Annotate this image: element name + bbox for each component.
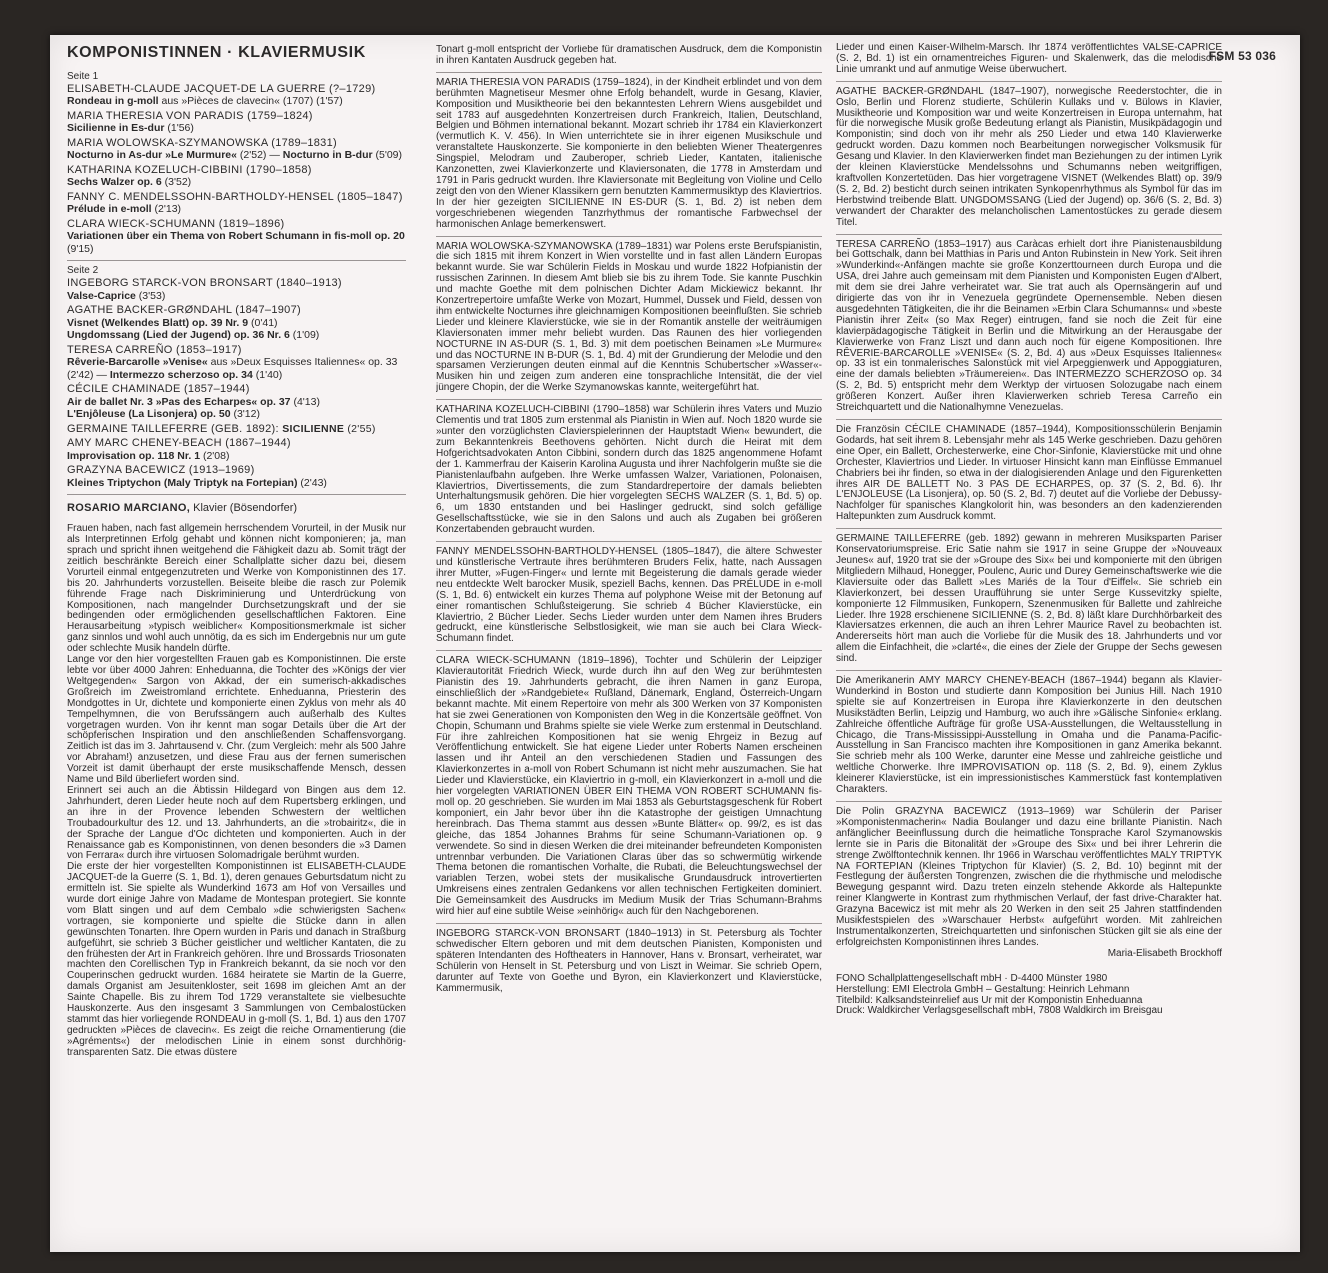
paragraph-divider xyxy=(836,81,1222,82)
soloist-credit xyxy=(67,503,406,514)
column-tracklist xyxy=(67,44,406,1214)
liner-notes-text xyxy=(436,45,822,994)
composer-dates: (1840–1913) xyxy=(272,277,342,290)
work-note: (4'13) xyxy=(290,395,320,408)
track-entry xyxy=(67,423,406,436)
composer-dates: (1847–1907) xyxy=(231,304,301,317)
paragraph: INGEBORG STARCK-VON BRONSART (1840–1913) in St. Petersburg als Tochter schwedischer Eltern geboren und mit dem deutschen Pianisten, Komponisten und späteren Intendanten des Hoftheaters in Hannover, Hans v. Bronsart, verheiratet, war Schülerin von Henselt in St. Petersburg und von Liszt in Weimar. Sie schrieb Opern, darunter auf Texte von Goethe und Byron, ein Klavierkonzert und Klavierstücke, Kammermusik, xyxy=(436,927,822,994)
soloist-name: ROSARIO MARCIANO, xyxy=(67,502,191,515)
paragraph: CLARA WIECK-SCHUMANN (1819–1896), Tochter und Schülerin der Leipziger Klavierautorität Friedrich Wieck, wurde durch ihn auf den Weg zur berühmtesten Pianistin des 19. Jahrhunderts gebracht, die ihren Namen in ganz Europa, einschließlich der »Randgebiete« Rußland, Dänemark, England, Österreich-Ungarn bekannt machte. Mit einem Repertoire von mehr als 300 Werken von 37 Komponisten hat sie zwei Generationen von Komponisten den Weg in die Konzertsäle geöffnet. Von Chopin, Schumann und Brahms spielte sie viele Werke zum erstenmal in Deutschland. Für ihre zahlreichen Kompositionen hat sie wenig Ehrgeiz in Bezug auf Veröffentlichung entwickelt. Sie hat eigene Lieder unter Roberts Namen erscheinen lassen und ihr Anteil an den verschiedenen Stadien und Fassungen des Klavierkonzertes in a-moll von Robert Schumann ist nicht mehr auszumachen. Sie hat Lieder und Klavierstücke, ein Klaviertrio in g-moll, ein Klavierkonzert in a-moll und die hier vorgelegten VARIATIONEN ÜBER EIN THEMA VON ROBERT SCHUMANN fis-moll op. 20 geschrieben. Sie wurden im Mai 1853 als Geburtstagsgeschenk für Robert komponiert, ein Jahr bevor über ihn die Katastrophe der geistigen Umnachtung hereinbrach. Das Thema stammt aus dessen »Bunte Blätter« op. 99/2, es ist das gleiche, das 1854 Johannes Brahms für seine Schumann-Variationen op. 9 verwendete. So sind in diesen Werken die drei miteinander befreundeten Komponisten untrennbar verbunden. Die Variationen Claras über das so schwermütig wirkende Thema betonen die romantischen Vorhalte, die Rubati, die Beleuchtungswechsel der variablen Terzen, wobei stets der musikalische Grundausdruck introvertierten Umkreisens eines zentralen Gedankens vor allen technischen Fertigkeiten dominiert. Die Gemeinsamkeit des Ausdrucks im Medium Musik der Trias Schumann-Brahms wird hier auf eine subtile Weise »einhörig« auch für den Nachgeborenen. xyxy=(436,655,822,918)
work-title: Sicilienne in Es-dur xyxy=(67,122,165,135)
composer-dates: (GEB. 1892): xyxy=(207,422,283,435)
paragraph: Die Französin CÉCILE CHAMINADE (1857–1944), Kompositionsschülerin Benjamin Godards, hat seit ihrem 8. Lebensjahr mehr als 145 Werke geschrieben. Dazu gehören eine Oper, ein Ballett, Orchesterwerke, eine Chor-Sinfonie, Klavierstücke mit und ohne Orchester, Klaviertrios und Lieder. In virtuoser Hinsicht kann man Einflüsse Emmanuel Chabriers bei ihr finden, so etwa in der dialogisierenden Anlage und den Figurenketten ihres AIR DE BALLETT No. 3 PAS DE ECHARPES, op. 37 (S. 2, Bd. 6). Ihr L'ENJOLEUSE (La Lisonjera), op. 50 (S. 2, Bd. 7) deutet auf die Vorliebe der Debussy-Nachfolger für spanisches Klangkolorit hin, was besonders an den kadenzierenden Haltepunkten zum Ausdruck kommt. xyxy=(836,424,1222,523)
track-entry xyxy=(67,83,406,108)
credit-line: Titelbild: Kalksandsteinrelief aus Ur mit der Komponistin Enheduanna xyxy=(836,994,1143,1006)
divider xyxy=(67,260,406,261)
paragraph-divider xyxy=(836,419,1222,420)
work-note: (3'53) xyxy=(135,289,166,302)
work-note: (2'13) xyxy=(151,203,182,216)
soloist-role: Klavier (Bösendorfer) xyxy=(190,502,298,515)
track-list xyxy=(67,83,406,256)
credit-line: FONO Schallplattengesellschaft mbH · D-4400 Münster 1980 xyxy=(836,972,1108,984)
work-line xyxy=(67,230,406,255)
composer-line xyxy=(67,83,406,96)
composer-name: FANNY C. MENDELSSOHN-BARTHOLDY-HENSEL xyxy=(67,190,334,203)
paragraph: TERESA CARREÑO (1853–1917) aus Caràcas erhielt dort ihre Pianistenausbildung bei Gottschalk, dann bei Matthias in Paris und Anton Rubinstein in New York. Seit ihren »Wunderkind«-Anfängen machte sie große Konzerttourneen durch Europa und die USA, drei Jahre auch gemeinsam mit dem Pianisten und Komponisten Eugen d'Albert, mit dem sie drei Jahre verheiratet war. Sie trat auch als Opernsängerin auf und dirigierte das von ihr in Venezuela gegründete Opernensemble. Neben diesen ausgedehnten Tätigkeiten, die ihr die Beinamen »Erbin Clara Schumanns« und »beste Pianistin ihrer Zeit« (so Max Reger) eintrugen, fand sie noch die Zeit für eine klavierpädagogische Tätigkeit in Berlin und die Mitwirkung an der Herausgabe der Klavierwerke von Franz Liszt und dann auch noch für eigene Kompositionen. Ihre RÊVERIE-BARCAROLLE »VENISE« (S. 2, Bd. 4) aus »Deux Esquisses Italiennes« op. 33 ist ein tonmalerisches Salonstück mit viel Arpeggienwerk und Appoggiaturen, eine der damals beliebten »Träumereien«. Das INTERMEZZO SCHERZOSO op. 34 (S. 2, Bd. 5) entspricht mehr dem Werktyp der virtuosen Solozugabe nach einem größeren Konzert. Außer ihren Klavierwerken schrieb Teresa Carreño ein Streichquartett und die Nationalhymne Venezuelas. xyxy=(836,238,1222,414)
paragraph: AGATHE BACKER-GRØNDAHL (1847–1907), norwegische Reederstochter, die in Oslo, Berlin und Florenz studierte, Schülerin Kullaks und v. Bülows in Klavier, Musiktheorie und Komposition war und weite Konzertreisen in Europa unternahm, hat für die norwegische Musik große Bedeutung erlangt als Pianistin, Musikpädagogin und Komponistin; sind doch von ihr mehr als 250 Lieder und etwa 140 Klavierwerke gedruckt worden. Dazu kommen noch Bearbeitungen norwegischer Volksmusik für Gesang und Klavier. In den Klavierwerken findet man Beziehungen zu der intimen Lyrik der kleinen Klavierstücke Mendelssohns und Schumanns neben weitgriffigen, kraftvollen Konzertetüden. Das hier vorgetragene VISNET (Welkendes Blatt) op. 39/9 (S. 2, Bd. 2) besticht durch seinen intrikaten Synkopenrhythmus als Symbol für das im Herbstwind treibende Blatt. UNGDOMSSANG (Lied der Jugend) op. 36/6 (S. 2, Bd. 3) verwandert der Charakter des melancholischen Lamentostückes zu gerade diesem Titel. xyxy=(836,85,1222,228)
track-entry xyxy=(67,464,406,489)
author-signature: Maria-Elisabeth Brockhoff xyxy=(1107,947,1222,959)
work-title: Improvisation op. 118 Nr. 1 xyxy=(67,449,201,462)
track-entry xyxy=(67,137,406,162)
composer-line xyxy=(67,423,406,436)
work-note: aus »Pièces de clavecin« (1707) (1'57) xyxy=(158,95,343,108)
paragraph-divider xyxy=(436,236,822,237)
composer-dates: (?–1729) xyxy=(325,82,376,95)
composer-dates: (1867–1944) xyxy=(221,437,291,450)
composer-name: INGEBORG STARCK-VON BRONSART xyxy=(67,277,273,290)
paragraph-divider xyxy=(436,541,822,542)
album-title: KOMPONISTINNEN · KLAVIERMUSIK xyxy=(67,44,366,61)
side-label: Seite 2 xyxy=(67,265,99,277)
work-title: Intermezzo scherzoso op. 34 xyxy=(109,368,253,381)
side-1 xyxy=(67,72,406,255)
work-line xyxy=(67,396,406,409)
track-entry xyxy=(67,218,406,256)
work-title: Ungdomssang (Lied der Jugend) op. 36 Nr. 6 xyxy=(67,329,290,342)
catalog-number: FSM 53 036 xyxy=(1208,49,1276,63)
work-note: (0'41) xyxy=(248,316,278,329)
composer-line xyxy=(67,191,406,204)
work-note: (5'09) xyxy=(372,149,403,162)
paragraph: FANNY MENDELSSOHN-BARTHOLDY-HENSEL (1805–1847), die ältere Schwester und künstlerische Vertraute ihres berühmteren Bruders Felix, hatte, nach Aussagen ihrer Mutter, »Fugen-Finger« und lernte mit Begeisterung die damals gerade wieder neu entdeckte Welt barocker Musik, speziell Bachs, kennen. Das PRÉLUDE in e-moll (S. 1, Bd. 6) entwickelt ein kurzes Thema auf polyphone Weise mit der Betonung auf einer romantischen Schlußsteigerung. Sie schrieb 4 Bücher Klavierstücke, ein Klaviertrio, 2 Bücher Lieder. Sechs Lieder wurden unter dem Namen ihres Bruders gedruckt, eine künstlerische Selbstlosigkeit, wie man sie auch bei Clara Wieck-Schumann findet. xyxy=(436,546,822,645)
track-entry xyxy=(67,344,406,382)
column-notes-right xyxy=(836,43,1222,1213)
paragraph: Tonart g-moll entspricht der Vorliebe für dramatischen Ausdruck, dem die Komponistin in ihren Kantaten Ausdruck gegeben hat. xyxy=(436,45,822,66)
paragraph: GERMAINE TAILLEFERRE (geb. 1892) gewann in mehreren Musiksparten Pariser Konservatoriumspreise. Eric Satie nahm sie 1917 in seine Gruppe der »Nouveaux Jeunes« auf, 1920 trat sie der »Groupe des Six« bei und komponierte mit den übrigen Mitgliedern Milhaud, Honegger, Poulenc, Auric und Durey Gemeinschaftswerke wie die Klaviersuite oder das Ballett »Les Mariés de la Tour d'Eiffel«. Sie schrieb ein Klavierkonzert, bei dessen Uraufführung sie unter Serge Kussevitzky spielte, komponierte 12 Filmmusiken, Funkopern, Szenenmusiken für Ballette und zahlreiche Lieder. Ihre 1928 erschienene SICILIENNE (S. 2, Bd. 8) läßt klare Durchhörbarkeit des Klaviersatzes erkennen, die auch an ihren Lehrer Maurice Ravel zu beobachten ist. Andererseits hört man auch die Vorliebe für die Musik des 18. Jahrhunderts und vor allem die Einfachheit, die »clarté«, die eines der Ziele der Gruppe der Sechs gewesen sind. xyxy=(836,533,1222,665)
composer-line xyxy=(67,304,406,317)
composer-dates: (1789–1831) xyxy=(267,136,337,149)
composer-line xyxy=(67,464,406,477)
composer-dates: (1853–1917) xyxy=(172,343,242,356)
composer-name: TERESA CARREÑO xyxy=(67,343,173,356)
paragraph-divider xyxy=(436,650,822,651)
side-label: Seite 1 xyxy=(67,71,99,82)
track-entry xyxy=(67,383,406,421)
composer-dates: (1759–1824) xyxy=(243,109,313,122)
work-line xyxy=(67,356,406,381)
production-credits xyxy=(836,974,1222,1018)
work-note: (3'52) xyxy=(161,176,192,189)
composer-line xyxy=(67,344,406,357)
divider xyxy=(67,494,406,495)
liner-notes-text xyxy=(67,524,406,1058)
work-title: Nocturno in B-dur xyxy=(282,149,373,162)
composer-name: GRAZYNA BACEWICZ xyxy=(67,464,186,477)
work-note: (1'40) xyxy=(252,368,283,381)
track-list xyxy=(67,277,406,489)
composer-name: ELISABETH-CLAUDE JACQUET-DE LA GUERRE xyxy=(67,82,326,95)
paragraph-divider xyxy=(836,234,1222,235)
work-note: aus »Deux Esquisses Italiennes« op. 33 (2'42) — xyxy=(67,356,398,381)
side-2 xyxy=(67,266,406,489)
work-note: (3'12) xyxy=(230,408,260,421)
paragraph-divider xyxy=(436,399,822,400)
work-title: Visnet (Welkendes Blatt) op. 39 Nr. 9 xyxy=(67,316,249,329)
work-title: Sechs Walzer op. 6 xyxy=(67,176,162,189)
track-entry xyxy=(67,437,406,462)
work-note: (2'43) xyxy=(297,476,327,489)
work-title: Rêverie-Barcarolle »Venise« xyxy=(67,356,208,369)
composer-line xyxy=(67,437,406,450)
composer-name: CÉCILE CHAMINADE xyxy=(67,383,181,396)
work-line xyxy=(67,290,406,303)
composer-name: KATHARINA KOZELUCH-CIBBINI xyxy=(67,163,243,176)
work-title: SICILIENNE xyxy=(282,422,345,435)
liner-notes-text xyxy=(836,43,1222,949)
composer-name: GERMAINE TAILLEFERRE xyxy=(67,422,208,435)
paragraph-divider xyxy=(836,670,1222,671)
paragraph: Die Polin GRAZYNA BACEWICZ (1913–1969) war Schülerin der Pariser »Komponistenmacherin« Nadia Boulanger und dazu eine brillante Pianistin. Nach anfänglicher Beeinflussung durch die heimatliche Tonsprache Karol Szymanowskis lernte sie in Paris die Bitonalität der »Groupe des Six« und bei ihrer Lehrerin die strenge Zwölftontechnik kennen. Ihr 1966 in Warschau veröffentlichtes MALY TRIPTYK NA FORTEPIAN (Kleines Triptychon für Klavier) (S. 2, Bd. 10) beginnt mit der Festlegung der äußersten Tongrenzen, zwischen die die rhythmische und melodische Bewegung gespannt wird. Dazu treten einzeln stehende Akkorde als Haltepunkte reiner Klangwerte in Kontrast zum rhythmischen Verlauf, der fast drive-Charakter hat. Grazyna Bacewicz ist mit mehr als 20 Werken in den seit 25 Jahren stattfindenden Musikfestspielen des »Warschauer Herbst« aufgeführt worden. Mit zahlreichen Instrumentalkonzerten, Streichquartetten und sinfonischen Stücken gilt sie als eine der erfolgreichsten Komponistinnen ihres Landes. xyxy=(836,806,1222,948)
track-entry xyxy=(67,304,406,342)
work-line xyxy=(67,317,406,330)
work-note: (2'52) — xyxy=(236,149,283,162)
work-title: Variationen über ein Thema von Robert Schumann in fis-moll op. 20 xyxy=(67,230,405,243)
composer-dates: (1805–1847) xyxy=(333,190,403,203)
paragraph: Lange vor den hier vorgestellten Frauen gab es Komponistinnen. Die erste lebte vor über 4000 Jahren: Enheduanna, die Tochter des »Königs der vier Weltgegenden« Sargon von Akkad, der ein sumerisch-akkadisches Großreich im Zweistromland errichtete. Enheduanna, Priesterin des Mondgottes in Ur, dichtete und komponierte einen Zyklus von mehr als 40 Tempelhymnen, die von Berufssängern auch außerhalb des Kultes vorgetragen wurden. Von ihr kennt man sogar Details über die Art der schöpferischen Inspiration und den anschließenden Schaffensvorgang. Zeitlich ist das im 3. Jahrtausend v. Chr. (zum Vergleich: mehr als 500 Jahre vor Abraham!) anzusetzen, und diese Frau aus der fernen sumerischen Vorzeit ist damit überhaupt der erste musikschaffende Mensch, dessen Name und Bild überliefert worden sind. xyxy=(67,654,406,786)
composer-line xyxy=(67,218,406,231)
work-note: (1'09) xyxy=(289,329,320,342)
work-note: (9'15) xyxy=(67,242,94,255)
credit-line: Herstellung: EMI Electrola GmbH – Gestaltung: Heinrich Lehmann xyxy=(836,983,1130,995)
track-entry xyxy=(67,191,406,216)
composer-dates: (1857–1944) xyxy=(180,383,250,396)
work-line xyxy=(67,450,406,463)
track-entry xyxy=(67,164,406,189)
paragraph-divider xyxy=(836,801,1222,802)
work-title: Rondeau in g-moll xyxy=(67,95,159,108)
paragraph-divider xyxy=(436,923,822,924)
paragraph: KATHARINA KOZELUCH-CIBBINI (1790–1858) war Schülerin ihres Vaters und Muzio Clementis und trat 1805 zum erstenmal als Pianistin in Wien auf. Noch 1820 wurde sie »unter den vorzüglichsten Clavierspielerinnen der Hauptstadt Wien« bewundert, die zum Bekanntenkreis Beethovens gehörten. Nicht durch die Heirat mit dem Hofgerichtsadvokaten Anton Cibbini, sondern durch das 1825 angenommene Hofamt der 1. Kammerfrau der Kaiserin Karolina Augusta und ihrer Nachfolgerin mußte sie die Pianistenlaufbahn aufgeben. Ihre Werke umfassen Walzer, Variationen, Polonaisen, Klaviertrios, Divertissements, die zum Standardrepertoire der damals beliebten Unterhaltungsmusik gehören. Die hier vorgelegten SECHS WALZER (S. 1, Bd. 5) op. 6, um 1830 entstanden und bei Haslinger gedruckt, sind solch gefällige Gesellschaftsstücke, wie sie in den Salons und auch als Zugaben bei größeren Konzertabenden gebraucht wurden. xyxy=(436,404,822,536)
composer-line xyxy=(67,277,406,290)
paragraph: Die Amerikanerin AMY MARCY CHENEY-BEACH (1867–1944) begann als Klavier-Wunderkind in Boston und studierte dann Komposition bei Junius Hill. Nach 1910 spielte sie auf Konzertreisen in Europa ihre Klavierkonzerte in den deutschen Musikstädten Berlin, Leipzig und Hamburg, wo auch ihre »Gälische Sinfonie« erklang. Zahlreiche öffentliche Aufträge für große USA-Ausstellungen, die Weltausstellung in Chicago, die Trans-Mississippi-Ausstellung in Omaha und die Panama-Pacific-Ausstellung in San Francisco machten ihre Kompositionen in ganz Amerika bekannt. Sie schrieb mehr als 100 Werke, darunter eine Messe und zahlreiche geistliche und weltliche Chorwerke. Ihre IMPROVISATION op. 118 (S. 2, Bd. 9), einem Zyklus kleinerer Klavierstücke, ist ein impressionistisches Kammerstück fast kontemplativen Charakters. xyxy=(836,675,1222,796)
credit-line: Druck: Waldkircher Verlagsgesellschaft mbH, 7808 Waldkirch im Breisgau xyxy=(836,1005,1163,1017)
paragraph: Frauen haben, nach fast allgemein herrschendem Vorurteil, in der Musik nur als Interpretinnen Erfolg gehabt und können nicht komponieren; ja, man sprach und spricht ihnen weitgehend die Fähigkeit dazu ab. Somit trägt der zeitlich beschränkte Bereich einer Schallplatte sicher dazu bei, diesem Vorurteil einmal entgegenzutreten und Werke von Komponistinnen des 17. bis 20. Jahrhunderts vorzustellen. Beiseite bleibe die rasch zur Polemik führende Frage nach Diskriminierung und Unterdrückung von Kompositionen, nach mangelnder Durchsetzungskraft und der sie bedingenden oder ermöglichenden gesellschaftlichen Faktoren. Eine Herausarbeitung »typisch weiblicher« Kompositionsmerkmale ist sicher ganz sinnlos und wohl auch unnötig, da es sich im Endergebnis nur um gute oder schlechte Musik handeln dürfte. xyxy=(67,523,406,655)
work-title: Prélude in e-moll xyxy=(67,203,152,216)
composer-name: MARIA THERESIA VON PARADIS xyxy=(67,109,244,122)
work-line xyxy=(67,329,406,342)
work-line xyxy=(67,408,406,421)
track-entry xyxy=(67,277,406,302)
composer-line xyxy=(67,383,406,396)
paragraph-divider xyxy=(836,528,1222,529)
composer-dates: (1819–1896) xyxy=(215,217,285,230)
column-notes-middle xyxy=(436,45,822,1215)
paragraph: Lieder und einen Kaiser-Wilhelm-Marsch. Ihr 1874 veröffentlichtes VALSE-CAPRICE (S. 2, Bd. 1) ist ein ornamentreiches Figuren- und Skalenwerk, das die melodische Linie umrankt und auf anmutige Weise überwuchert. xyxy=(836,43,1222,75)
work-title: Valse-Caprice xyxy=(67,289,136,302)
composer-name: CLARA WIECK-SCHUMANN xyxy=(67,217,216,230)
paragraph: MARIA WOLOWSKA-SZYMANOWSKA (1789–1831) war Polens erste Berufspianistin, die sich 1815 mit ihrem Konzert in Wien vorstellte und in fast allen Ländern Europas bekannt wurde. Sie war Schülerin Fields in Moskau und wurde 1822 Hofpianistin der russischen Zarinnen. In diesem Amt blieb sie bis zu ihrem Tode. Sie kannte Puschkin und machte Goethe mit dem polnischen Dichter Adam Mickiewicz bekannt. Ihr Konzertrepertoire umfaßte Werke von Mozart, Hummel, Dussek und Field, dessen von ihm entwickelte Nocturnes ihre gleichnamigen Kompositionen beeinflußten. Sie schrieb Lieder und kleinere Klavierstücke, wie sie in der Romantik anstelle der weiträumigen Klaviersonaten immer mehr beliebt wurden. Das Raunen des hier vorliegenden NOCTURNE IN AS-DUR (S. 1, Bd. 3) mit dem poetischen Beinamen »Le Murmure« und das NOCTURNE IN B-DUR (S. 1, Bd. 4) mit der Grundierung der Melodie und den sparsamen Verzierungen deuten einmal auf die Kenntnis Schubertscher »Wasser«-Musiken hin und zeigen zum anderen eine tonsprachliche Intensität, die der viel jüngere Chopin, der die Werke Szymanowskas kannte, weitergeführt hat. xyxy=(436,240,822,394)
work-duration: (2'55) xyxy=(344,422,376,435)
composer-name: AMY MARC CHENEY-BEACH xyxy=(67,437,222,450)
work-line xyxy=(67,95,406,108)
work-line xyxy=(67,176,406,189)
paragraph-divider xyxy=(436,72,822,73)
work-line xyxy=(67,477,406,490)
composer-dates: (1913–1969) xyxy=(185,464,255,477)
work-title: Kleines Triptychon (Maly Triptyk na Fortepian) xyxy=(67,476,298,489)
paragraph: Die erste der hier vorgestellten Komponistinnen ist ELISABETH-CLAUDE JACQUET-de la Guerre (S. 1, Bd. 1), deren genaues Geburtsdatum nicht zu ermitteln ist. Sie spielte als Wunderkind 1673 am Hof von Versailles und wurde dort einige Jahre von Madame de Montespan protegiert. Sie konnte vom Blatt singen und auf dem Cembalo »die schwierigsten Sachen« vortragen, sie komponierte und spielte die Stücke dann in allen gewünschten Tonarten. Ihre Opern wurden in Paris und danach in Straßburg aufgeführt, sie schrieb 3 Bücher geistlicher und weltlicher Kantaten, die zu den frühesten der Art in Frankreich gehören. Ihre und Brossards Triosonaten machten den Corellischen Typ in Frankreich bekannt, da sie noch vor den Couperinschen gedruckt wurden. 1684 heiratete sie Martin de la Guerre, damals Organist am Jesuitenkloster, seit 1698 im gleichen Amt an der Sainte Chapelle. Bis zu ihrem Tod 1729 veranstaltete sie vielbesuchte Hauskonzerte. Aus den insgesamt 3 Sammlungen von Cembalostücken stammt das hier vorliegende RONDEAU in g-moll (S. 1, Bd. 1) aus den 1707 gedruckten »Pièces de clavecin«. Es zeigt die reiche Ornamentierung (die »Agréments«) der melodischen Linie in einem sonst durchhörig-transparenten Satz. Die etwas düstere xyxy=(67,861,406,1058)
work-note: (1'56) xyxy=(164,122,194,135)
work-line xyxy=(67,122,406,135)
paragraph: Erinnert sei auch an die Äbtissin Hildegard von Bingen aus dem 12. Jahrhundert, deren Lieder heute noch auf dem Rupertsberg erklingen, und an ihre in der Provence lebenden Schwestern der weltlichen Troubadourkultur des 12. und 13. Jahrhunderts, an die »trobairitz«, die in der Sprache der Langue d'Oc dichteten und komponierten. Auch in der Renaissance gab es Komponistinnen, von denen besonders die »3 Damen von Ferrara« durch ihre virtuosen Solomadrigale berühmt wurden. xyxy=(67,784,406,862)
work-title: L'Enjôleuse (La Lisonjera) op. 50 xyxy=(67,408,231,421)
paragraph: MARIA THERESIA VON PARADIS (1759–1824), in der Kindheit erblindet und von dem berühmten Magnetiseur Mesmer ohne Erfolg behandelt, wurde in Gesang, Klavier, Komposition und Musiktheorie bei den bekanntesten Lehrern Wiens ausgebildet und seit 1783 auf ausgedehnten Konzertreisen durch Frankreich, Italien, Deutschland, Belgien und Böhmen international bekannt. Mozart schrieb ihr 1784 ein Klavierkonzert (vermutlich K. V. 456). In Wien unterrichtete sie in ihrer eigenen Musikschule und veranstaltete Hauskonzerte. Sie komponierte in den beliebten Wiener Theatergenres Singspiel, Melodram und Zauberoper, schrieb Lieder, Kantaten, italienische Kanzonetten, zwei Klavierkonzerte und Klaviersonaten, die 1778 in Amsterdam und 1791 in Paris gedruckt wurden. Ihre Klaviersonate mit Begleitung von Violine und Cello zeigt den von den Wiener Klassikern gern benutzten Kammermusiktyp des Klaviertrios. In der hier gezeigten SICILIENNE IN ES-DUR (S. 1, Bd. 2) ist neben dem vorgeschriebenen wiegenden Tanzrhythmus der romantische Farbwechsel der harmonischen Anlage bemerkenswert. xyxy=(436,76,822,230)
work-title: Air de ballet Nr. 3 »Pas des Echarpes« op. 37 xyxy=(67,395,291,408)
work-title: Nocturno in As-dur »Le Murmure« xyxy=(67,149,237,162)
track-entry xyxy=(67,110,406,135)
work-note: (2'08) xyxy=(200,449,230,462)
work-line xyxy=(67,149,406,162)
composer-line xyxy=(67,137,406,150)
composer-line xyxy=(67,110,406,123)
composer-name: MARIA WOLOWSKA-SZYMANOWSKA xyxy=(67,136,268,149)
composer-dates: (1790–1858) xyxy=(242,163,312,176)
composer-line xyxy=(67,164,406,177)
work-line xyxy=(67,203,406,216)
composer-name: AGATHE BACKER-GRØNDAHL xyxy=(67,304,232,317)
